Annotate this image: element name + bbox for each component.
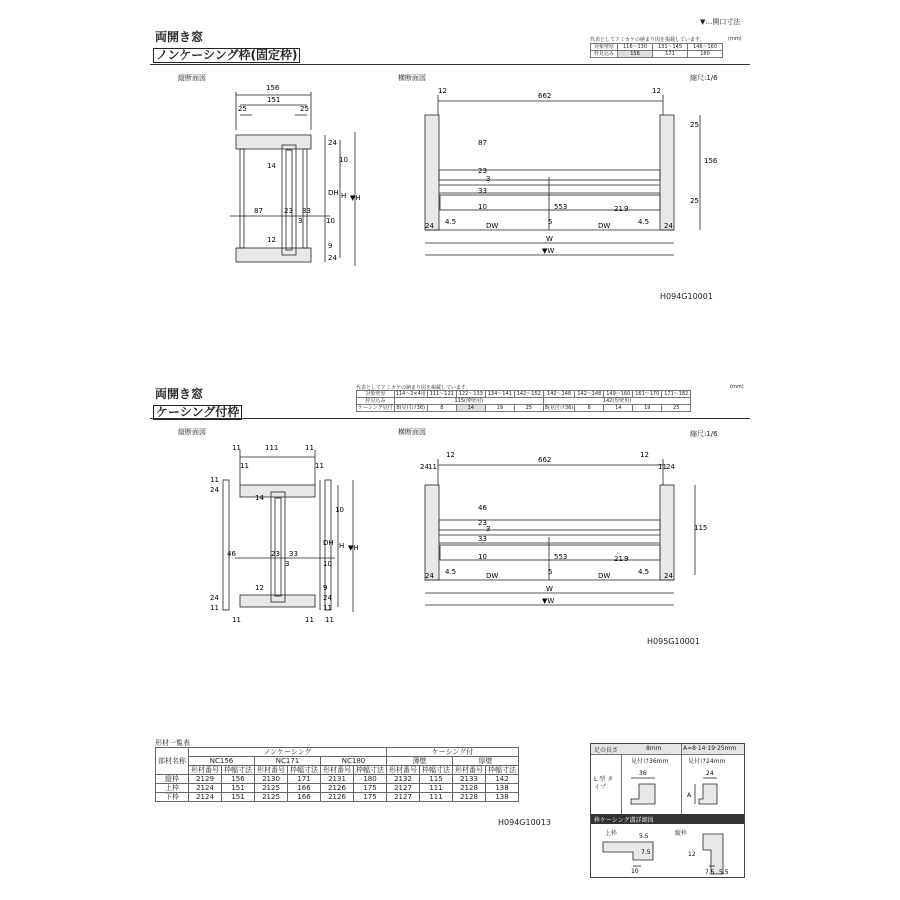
dim-text: H: [339, 542, 345, 550]
table-cell: 25: [514, 405, 543, 412]
table-header-cell: 枠幅寸法: [222, 766, 255, 775]
table-cell: 138: [486, 793, 519, 802]
casing-panel: [590, 743, 745, 878]
dim-text: 5.5: [719, 869, 729, 876]
dim-text: 25: [300, 105, 309, 113]
table-cell: 縦枠: [156, 775, 189, 784]
dim-text: 25: [690, 197, 699, 205]
casing-profile-drawing: [623, 764, 743, 814]
dim-text: ▼W: [542, 247, 555, 255]
dim-text: 11: [305, 444, 314, 452]
table-header-cell: NC180: [321, 757, 387, 766]
sec1-rule: [150, 64, 750, 65]
dim-text: 11: [240, 462, 249, 470]
dim-text: 23: [284, 207, 293, 215]
left-jamb: [425, 115, 439, 230]
dim-text: DH: [323, 539, 334, 547]
dim-text: 24: [666, 463, 675, 471]
table-cell: 142〜152: [514, 391, 543, 398]
table-header-cell: ノンケーシング: [189, 748, 387, 757]
dim-text: 9: [323, 584, 328, 592]
parts-title: 形材一覧表: [155, 739, 190, 747]
parts-table: [155, 747, 519, 802]
dim-text: 36: [639, 770, 647, 777]
table-cell: 111: [420, 784, 453, 793]
table-header-cell: 枠幅寸法: [486, 766, 519, 775]
dim-text: 10: [323, 560, 332, 568]
glass: [275, 498, 281, 596]
sec1-vertical-label: 縦断面図: [178, 74, 206, 82]
dim-text: 11: [210, 476, 219, 484]
dim-text: 24: [210, 486, 219, 494]
table-cell: 146〜160: [688, 44, 723, 51]
dim-text: 46: [478, 504, 487, 512]
table-cell: 14: [604, 405, 633, 412]
table-cell: 175: [354, 784, 387, 793]
table-cell: 116〜130: [618, 44, 653, 51]
dim-text: 11: [658, 463, 667, 471]
dim-text: 12: [267, 236, 276, 244]
table-cell: 115: [420, 775, 453, 784]
dim-text: 4.5: [638, 568, 650, 576]
sec1-scale: 縮尺:1/6: [690, 74, 718, 82]
sec1-subtitle: ノンケーシング枠(固定枠): [153, 48, 300, 63]
table-cell: 2133: [453, 775, 486, 784]
dim-text: 10: [478, 553, 487, 561]
table-cell: 2130: [255, 775, 288, 784]
table-cell: 2126: [321, 784, 354, 793]
dim-text: DW: [486, 572, 499, 580]
casing-profile-36: [631, 784, 655, 804]
dim-text: 10: [339, 156, 348, 164]
table-cell: 180: [688, 51, 723, 58]
dim-text: 24: [420, 463, 429, 471]
glass: [286, 150, 292, 250]
dim-text: 3: [486, 175, 491, 183]
dim-text: A: [687, 792, 692, 799]
table-header-cell: 形材番号: [387, 766, 420, 775]
table-cell: 180: [354, 775, 387, 784]
casing-header: [591, 744, 744, 755]
table-cell: 2124: [189, 784, 222, 793]
table-row: [357, 398, 691, 405]
sec2-horizontal-drawing: [410, 445, 720, 620]
dim-text: 24: [210, 594, 219, 602]
table-row: [357, 405, 691, 412]
table-header-cell: 形材番号: [255, 766, 288, 775]
dim-text: 24: [664, 222, 673, 230]
dim-text: 33: [289, 550, 298, 558]
dim-text: 12: [640, 451, 649, 459]
casing-profile-24: [699, 784, 717, 804]
table-cell: 171〜182: [662, 391, 691, 398]
sec1-title: 両開き窓: [155, 30, 204, 44]
dim-text: 4.5: [445, 218, 457, 226]
table-cell: 166: [288, 793, 321, 802]
table-row: [156, 766, 519, 775]
casing-vert-label: 縦枠: [675, 830, 688, 837]
table-cell: 149〜160: [604, 391, 633, 398]
table-row: [357, 391, 691, 398]
table-cell: 142〜148: [575, 391, 604, 398]
casing-header-label: 足の長さ: [594, 747, 619, 754]
casing-detail-title-bar: [591, 814, 744, 824]
parts-code: H094G10013: [498, 818, 551, 827]
dim-text: 662: [538, 456, 552, 464]
sash-top-rail: [439, 170, 660, 180]
casing-24-label: 見付け24mm: [688, 758, 726, 765]
sec2-vertical-label: 縦断面図: [178, 428, 206, 436]
dim-text: ▼W: [542, 597, 555, 605]
table-header-cell: 形材番号: [189, 766, 222, 775]
dim-text: ▼H: [348, 544, 359, 552]
table-cell: 2128: [453, 793, 486, 802]
table-cell: 19: [633, 405, 662, 412]
dim-text: 87: [254, 207, 263, 215]
table-cell: 対象壁厚: [357, 391, 395, 398]
sec1-horizontal-drawing: [410, 85, 720, 265]
table-cell: 166: [288, 784, 321, 793]
table-cell: 枠見込み: [591, 51, 618, 58]
dim-text: 23: [478, 167, 487, 175]
dim-text: 23: [271, 550, 280, 558]
dim-text: 46: [227, 550, 236, 558]
table-cell: 171: [653, 51, 688, 58]
table-header-cell: 形材番号: [321, 766, 354, 775]
dim-text: 25: [690, 121, 699, 129]
sec2-unit: (mm): [730, 384, 744, 390]
table-cell: 14: [456, 405, 485, 412]
left-casing: [223, 480, 229, 610]
dim-text: ▼H: [350, 194, 361, 202]
table-cell: 161〜170: [633, 391, 662, 398]
dim-text: 151: [267, 96, 281, 104]
dim-text: W: [546, 585, 553, 593]
table-header-cell: 薄壁: [387, 757, 453, 766]
sash-top-rail: [439, 520, 660, 530]
right-jamb: [660, 115, 674, 230]
table-cell: 8(見付け36): [394, 405, 427, 412]
dim-text: 21: [614, 555, 623, 563]
sash-stile: [271, 492, 285, 602]
table-cell: 8(見付け36): [544, 405, 574, 411]
sec2-scale: 縮尺:1/6: [690, 430, 718, 438]
table-row: [591, 44, 723, 51]
dim-text: 11: [428, 463, 437, 471]
dim-text: 24: [425, 222, 434, 230]
dim-text: 3: [285, 560, 290, 568]
table-header-cell: 枠幅寸法: [354, 766, 387, 775]
dim-text: 11: [315, 462, 324, 470]
dim-text: 7.5: [641, 849, 651, 856]
table-row: [156, 793, 519, 802]
dim-text: 11: [325, 616, 334, 624]
casing-detail-title: 枠ケーシング溝詳細図: [594, 817, 654, 824]
table-cell: 142〜148: [543, 391, 574, 398]
casing-36-label: 見付け36mm: [631, 758, 669, 765]
dim-text: 10: [335, 506, 344, 514]
sec2-vertical-drawing: [205, 440, 370, 630]
table-cell: 175: [354, 793, 387, 802]
table-cell: 2127: [387, 793, 420, 802]
table-cell: 8: [575, 405, 604, 412]
table-cell: 131〜145: [653, 44, 688, 51]
sec1-drawing-code: H094G10001: [660, 292, 713, 301]
sec2-horizontal-label: 横断面図: [398, 428, 426, 436]
dim-text: 14: [267, 162, 276, 170]
table-cell: 2127: [387, 784, 420, 793]
table-cell: 2126: [321, 793, 354, 802]
table-cell: [543, 398, 690, 405]
sec1-subtitle-box: [153, 44, 300, 63]
groove-vert-frame: [703, 834, 723, 874]
dim-text: 3: [298, 217, 303, 225]
dim-text: 5: [548, 218, 553, 226]
dim-text: 21: [614, 205, 623, 213]
table-header-cell: 枠幅寸法: [420, 766, 453, 775]
table-cell: ケーシング見付: [358, 405, 393, 411]
table-cell: 2129: [189, 775, 222, 784]
legend-text: …開口寸法: [705, 18, 741, 26]
table-header-cell: ケーシング付: [387, 748, 519, 757]
table-cell: 111: [420, 793, 453, 802]
dim-text: 24: [664, 572, 673, 580]
table-cell: 138: [486, 784, 519, 793]
dim-text: 12: [438, 87, 447, 95]
table-cell: 上枠: [156, 784, 189, 793]
casing-divider: [621, 754, 622, 814]
table-cell: [394, 398, 543, 405]
dim-text: 3: [486, 525, 491, 533]
table-cell: 111〜121: [427, 391, 456, 398]
sec2-rule: [150, 418, 750, 419]
triangle-marker-icon: ▼: [700, 18, 706, 26]
sec2-wall-table: [356, 390, 691, 412]
sec1-horizontal-label: 横断面図: [398, 74, 426, 82]
table-cell: 151: [222, 784, 255, 793]
dim-text: 9: [624, 205, 629, 213]
dim-text: 10: [326, 217, 335, 225]
dim-text: 5: [548, 568, 553, 576]
table-cell: 134〜141: [485, 391, 514, 398]
dim-text: 33: [478, 535, 487, 543]
dim-text: 4.5: [445, 568, 457, 576]
bottom-frame: [240, 595, 315, 607]
table-header-cell: 部材名称: [156, 748, 189, 775]
sec2-subtitle: ケーシング付枠: [153, 405, 242, 420]
left-jamb: [425, 485, 439, 580]
sec1-vertical-drawing: [200, 80, 370, 280]
table-cell: 156: [618, 51, 653, 58]
dim-text: 156: [266, 84, 280, 92]
dim-text: 553: [554, 203, 568, 211]
table-cell: 2131: [321, 775, 354, 784]
dim-text: 9: [624, 555, 629, 563]
dim-text: 9: [328, 242, 333, 250]
table-row: [156, 784, 519, 793]
table-cell: 2124: [189, 793, 222, 802]
dim-text: 10: [631, 868, 639, 875]
left-wall-line: [240, 149, 244, 248]
table-cell: 122〜133: [456, 391, 485, 398]
table-header-cell: 形材番号: [453, 766, 486, 775]
sec2-note: 代表としてアミカケの納まり図を掲載しています。: [356, 385, 471, 391]
table-header-cell: NC171: [255, 757, 321, 766]
sec2-title: 両開き窓: [155, 387, 204, 401]
top-frame: [236, 135, 311, 149]
dim-text: DH: [328, 189, 339, 197]
casing-header-a: A=8·14·19·25mm: [683, 745, 737, 752]
dim-text: 33: [478, 187, 487, 195]
sec1-unit: (mm): [728, 36, 742, 42]
table-cell: 114〜2×4用: [395, 391, 426, 397]
right-wall-line: [303, 149, 307, 248]
dim-text: 24: [323, 594, 332, 602]
dim-text: 111: [265, 444, 279, 452]
dim-text: 24: [328, 139, 337, 147]
table-row: [156, 748, 519, 757]
dim-text: 156: [704, 157, 718, 165]
casing-top-label: 上枠: [605, 830, 618, 837]
table-cell: 8: [427, 405, 456, 412]
dim-text: 87: [478, 139, 487, 147]
dim-text: 115: [694, 524, 708, 532]
table-row: [591, 51, 723, 58]
table-cell: 142: [486, 775, 519, 784]
dim-text: 5.5: [639, 833, 649, 840]
table-cell: 2132: [387, 775, 420, 784]
dim-text: 10: [478, 203, 487, 211]
dim-text: 33: [302, 207, 311, 215]
dim-text: 12: [446, 451, 455, 459]
dim-text: 24: [706, 770, 714, 777]
dim-text: 23: [478, 519, 487, 527]
table-cell: 156: [222, 775, 255, 784]
table-row: [156, 775, 519, 784]
opening-legend: [700, 17, 740, 27]
casing-header-8mm: 8mm: [646, 745, 662, 752]
table-cell: 2125: [255, 784, 288, 793]
dim-text: 11: [232, 616, 241, 624]
dim-text: 662: [538, 92, 552, 100]
dim-text: 7.5: [705, 869, 715, 876]
table-cell: 下枠: [156, 793, 189, 802]
sec2-drawing-code: H095G10001: [647, 637, 700, 646]
dim-text: 11: [232, 444, 241, 452]
dim-text: 14: [255, 494, 264, 502]
dim-text: 11: [305, 616, 314, 624]
dim-text: 553: [554, 553, 568, 561]
table-cell: 枠見込み: [357, 398, 395, 405]
table-cell: 25: [662, 405, 691, 412]
right-jamb: [660, 485, 674, 580]
dim-text: 12: [688, 851, 696, 858]
bottom-frame: [236, 248, 311, 262]
table-cell-text: 142(厚壁用): [602, 398, 632, 404]
table-cell: 対象壁厚: [591, 44, 618, 51]
table-cell-text: 115(薄壁用): [454, 398, 483, 404]
dim-text: DW: [486, 222, 499, 230]
casing-type-label: L 型 タイプ: [594, 776, 614, 791]
table-row: [156, 757, 519, 766]
dim-text: DW: [598, 572, 611, 580]
dim-text: 4.5: [638, 218, 650, 226]
dim-text: 25: [238, 105, 247, 113]
table-cell: 171: [288, 775, 321, 784]
table-cell: 151: [222, 793, 255, 802]
table-header-cell: 枠幅寸法: [288, 766, 321, 775]
dim-text: 24: [328, 254, 337, 262]
table-cell: 2125: [255, 793, 288, 802]
casing-groove-drawing: [593, 824, 743, 876]
table-header-cell: NC156: [189, 757, 255, 766]
table-cell: 2128: [453, 784, 486, 793]
dim-text: 12: [652, 87, 661, 95]
dim-text: 24: [425, 572, 434, 580]
sash-stile: [282, 145, 296, 255]
table-header-cell: 厚壁: [453, 757, 519, 766]
table-cell: 19: [485, 405, 514, 412]
top-frame: [240, 485, 315, 497]
sec1-note: 代表としてアミカケの納まり図を掲載しています。: [590, 37, 705, 43]
dim-text: 12: [255, 584, 264, 592]
dim-text: DW: [598, 222, 611, 230]
dim-text: W: [546, 235, 553, 243]
sec1-wall-table: [590, 43, 723, 58]
dim-text: H: [341, 192, 347, 200]
dim-text: 11: [323, 604, 332, 612]
dim-text: 11: [210, 604, 219, 612]
